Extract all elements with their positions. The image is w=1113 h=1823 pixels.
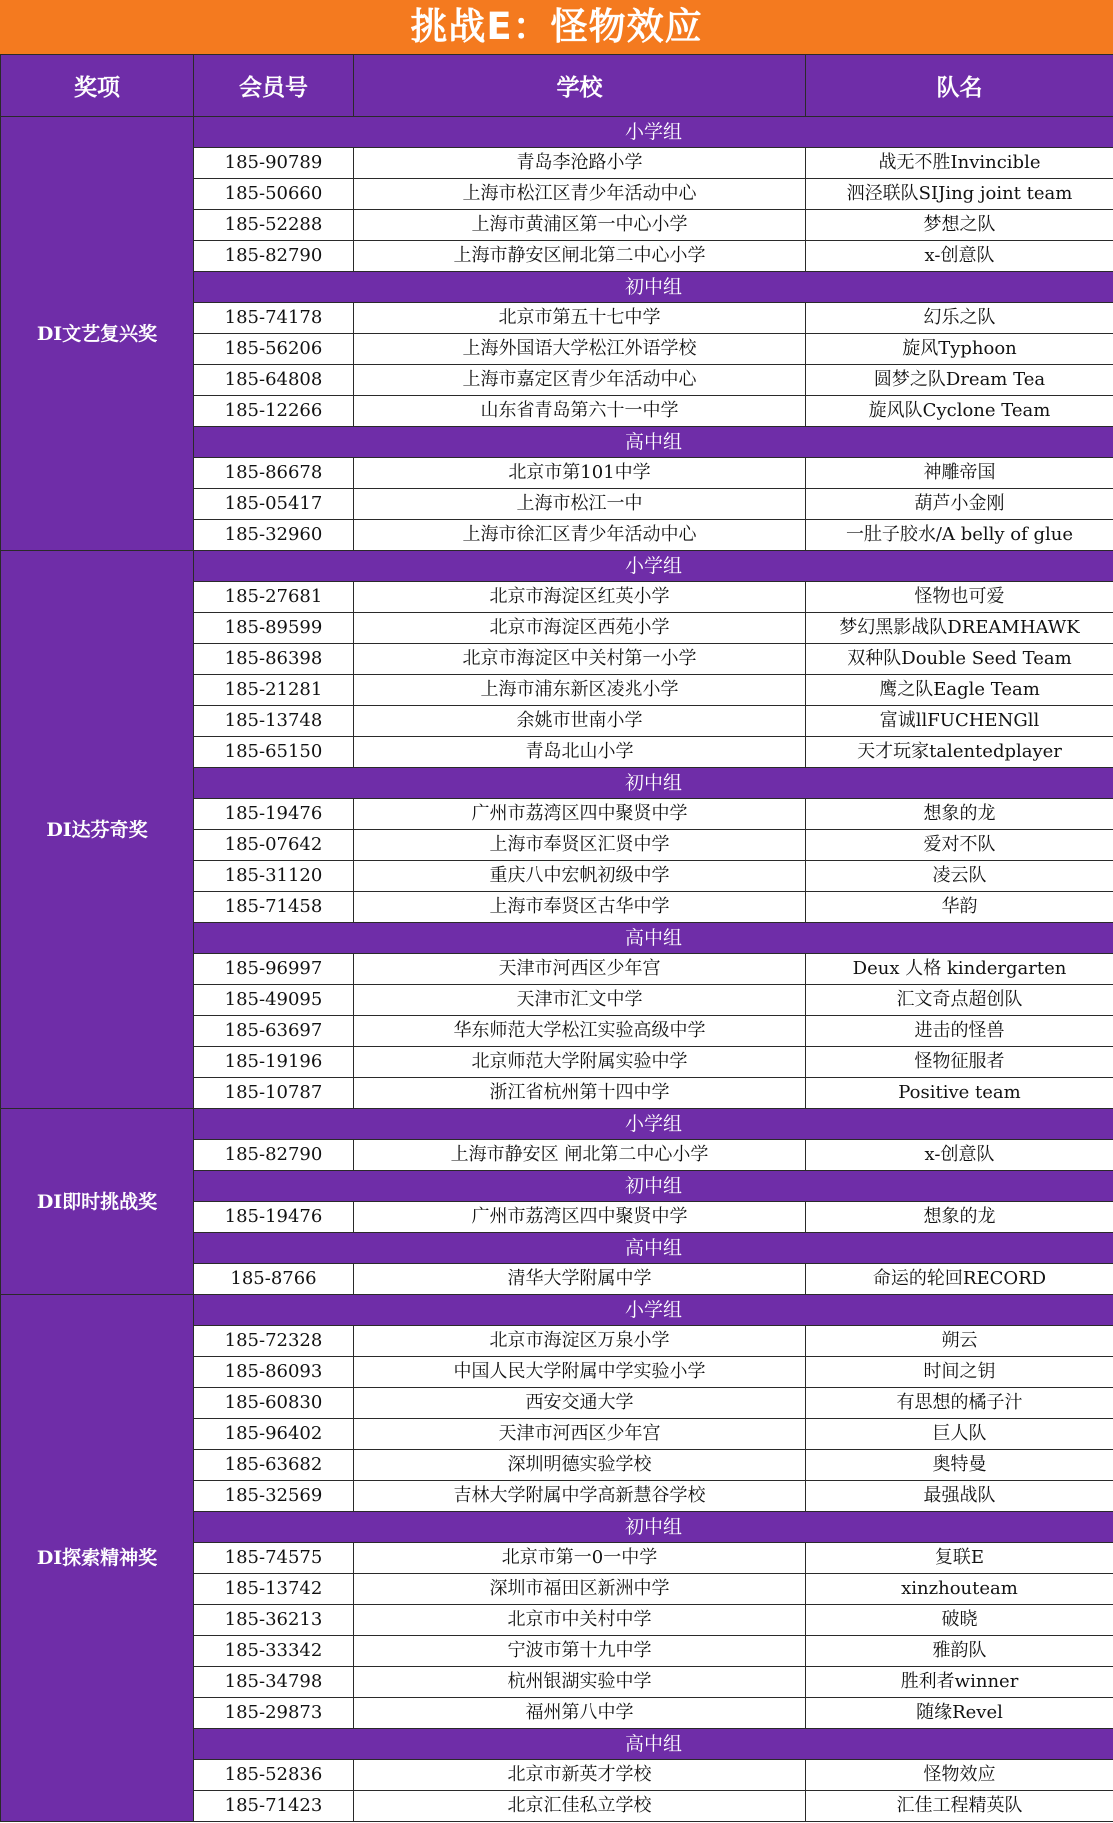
- group-label: 初中组: [194, 272, 1113, 303]
- school-cell: 清华大学附属中学: [354, 1264, 806, 1295]
- team-cell: 旋风队Cyclone Team: [806, 396, 1113, 427]
- group-label: 高中组: [194, 1729, 1113, 1760]
- team-cell: x-创意队: [806, 241, 1113, 272]
- member-id-cell: 185-96402: [194, 1419, 354, 1450]
- member-id-cell: 185-19476: [194, 799, 354, 830]
- team-cell: 随缘Revel: [806, 1698, 1113, 1729]
- team-cell: 进击的怪兽: [806, 1016, 1113, 1047]
- member-id-cell: 185-36213: [194, 1605, 354, 1636]
- school-cell: 宁波市第十九中学: [354, 1636, 806, 1667]
- member-id-cell: 185-19476: [194, 1202, 354, 1233]
- award-name-cell: DI探索精神奖: [1, 1295, 194, 1822]
- group-label: 小学组: [194, 1109, 1113, 1140]
- group-label: 初中组: [194, 1171, 1113, 1202]
- member-id-cell: 185-31120: [194, 861, 354, 892]
- team-cell: Positive team: [806, 1078, 1113, 1109]
- team-cell: 神雕帝国: [806, 458, 1113, 489]
- school-cell: 上海市奉贤区汇贤中学: [354, 830, 806, 861]
- award-name-cell: DI即时挑战奖: [1, 1109, 194, 1295]
- school-cell: 上海市静安区闸北第二中心小学: [354, 241, 806, 272]
- member-id-cell: 185-60830: [194, 1388, 354, 1419]
- member-id-cell: 185-19196: [194, 1047, 354, 1078]
- team-cell: 凌云队: [806, 861, 1113, 892]
- team-cell: 泗泾联队SIJing joint team: [806, 179, 1113, 210]
- team-cell: x-创意队: [806, 1140, 1113, 1171]
- school-cell: 上海市松江一中: [354, 489, 806, 520]
- member-id-cell: 185-13742: [194, 1574, 354, 1605]
- member-id-cell: 185-72328: [194, 1326, 354, 1357]
- team-cell: 爱对不队: [806, 830, 1113, 861]
- school-cell: 天津市河西区少年宫: [354, 954, 806, 985]
- member-id-cell: 185-8766: [194, 1264, 354, 1295]
- school-cell: 上海市嘉定区青少年活动中心: [354, 365, 806, 396]
- school-cell: 北京市第101中学: [354, 458, 806, 489]
- school-cell: 上海市黄浦区第一中心小学: [354, 210, 806, 241]
- header-row: [1, 55, 1113, 117]
- team-cell: 梦想之队: [806, 210, 1113, 241]
- team-cell: 想象的龙: [806, 1202, 1113, 1233]
- member-id-cell: 185-34798: [194, 1667, 354, 1698]
- school-cell: 浙江省杭州第十四中学: [354, 1078, 806, 1109]
- team-cell: 汇佳工程精英队: [806, 1791, 1113, 1822]
- group-row: [1, 117, 1113, 148]
- member-id-cell: 185-13748: [194, 706, 354, 737]
- school-cell: 北京市海淀区红英小学: [354, 582, 806, 613]
- school-cell: 深圳明德实验学校: [354, 1450, 806, 1481]
- member-id-cell: 185-82790: [194, 241, 354, 272]
- member-id-cell: 185-82790: [194, 1140, 354, 1171]
- page-title: 挑战E：怪物效应: [0, 0, 1113, 54]
- member-id-cell: 185-86398: [194, 644, 354, 675]
- school-cell: 杭州银湖实验中学: [354, 1667, 806, 1698]
- school-cell: 重庆八中宏帆初级中学: [354, 861, 806, 892]
- school-cell: 北京市海淀区西苑小学: [354, 613, 806, 644]
- team-cell: 旋风Typhoon: [806, 334, 1113, 365]
- team-cell: 破晓: [806, 1605, 1113, 1636]
- team-cell: 雅韵队: [806, 1636, 1113, 1667]
- member-id-cell: 185-32569: [194, 1481, 354, 1512]
- school-cell: 天津市汇文中学: [354, 985, 806, 1016]
- group-row: [1, 1109, 1113, 1140]
- school-cell: 西安交通大学: [354, 1388, 806, 1419]
- member-id-cell: 185-63697: [194, 1016, 354, 1047]
- member-id-cell: 185-52288: [194, 210, 354, 241]
- school-cell: 北京市新英才学校: [354, 1760, 806, 1791]
- team-cell: 汇文奇点超创队: [806, 985, 1113, 1016]
- team-cell: xinzhouteam: [806, 1574, 1113, 1605]
- member-id-cell: 185-29873: [194, 1698, 354, 1729]
- school-cell: 广州市荔湾区四中聚贤中学: [354, 1202, 806, 1233]
- member-id-cell: 185-96997: [194, 954, 354, 985]
- member-id-cell: 185-74575: [194, 1543, 354, 1574]
- team-cell: 双种队Double Seed Team: [806, 644, 1113, 675]
- member-id-cell: 185-63682: [194, 1450, 354, 1481]
- team-cell: 想象的龙: [806, 799, 1113, 830]
- team-cell: 最强战队: [806, 1481, 1113, 1512]
- team-cell: 天才玩家talentedplayer: [806, 737, 1113, 768]
- header-award: 奖项: [1, 55, 194, 117]
- school-cell: 北京市中关村中学: [354, 1605, 806, 1636]
- member-id-cell: 185-74178: [194, 303, 354, 334]
- award-name-cell: DI文艺复兴奖: [1, 117, 194, 551]
- team-cell: 华韵: [806, 892, 1113, 923]
- member-id-cell: 185-12266: [194, 396, 354, 427]
- team-cell: 富诚llFUCHENGll: [806, 706, 1113, 737]
- member-id-cell: 185-21281: [194, 675, 354, 706]
- team-cell: 奥特曼: [806, 1450, 1113, 1481]
- school-cell: 北京师范大学附属实验中学: [354, 1047, 806, 1078]
- member-id-cell: 185-56206: [194, 334, 354, 365]
- team-cell: 一肚子胶水/A belly of glue: [806, 520, 1113, 551]
- member-id-cell: 185-86093: [194, 1357, 354, 1388]
- group-label: 初中组: [194, 768, 1113, 799]
- awards-table: [0, 54, 1113, 1822]
- group-label: 小学组: [194, 1295, 1113, 1326]
- team-cell: Deux 人格 kindergarten: [806, 954, 1113, 985]
- member-id-cell: 185-86678: [194, 458, 354, 489]
- team-cell: 葫芦小金刚: [806, 489, 1113, 520]
- school-cell: 天津市河西区少年宫: [354, 1419, 806, 1450]
- team-cell: 怪物也可爱: [806, 582, 1113, 613]
- school-cell: 余姚市世南小学: [354, 706, 806, 737]
- team-cell: 复联E: [806, 1543, 1113, 1574]
- group-row: [1, 1295, 1113, 1326]
- member-id-cell: 185-10787: [194, 1078, 354, 1109]
- school-cell: 北京汇佳私立学校: [354, 1791, 806, 1822]
- school-cell: 山东省青岛第六十一中学: [354, 396, 806, 427]
- group-label: 高中组: [194, 1233, 1113, 1264]
- group-label: 小学组: [194, 551, 1113, 582]
- team-cell: 怪物征服者: [806, 1047, 1113, 1078]
- team-cell: 巨人队: [806, 1419, 1113, 1450]
- school-cell: 北京市第一0一中学: [354, 1543, 806, 1574]
- member-id-cell: 185-32960: [194, 520, 354, 551]
- school-cell: 上海市松江区青少年活动中心: [354, 179, 806, 210]
- school-cell: 上海市静安区 闸北第二中心小学: [354, 1140, 806, 1171]
- team-cell: 朔云: [806, 1326, 1113, 1357]
- header-member-id: 会员号: [194, 55, 354, 117]
- team-cell: 战无不胜Invincible: [806, 148, 1113, 179]
- member-id-cell: 185-33342: [194, 1636, 354, 1667]
- member-id-cell: 185-27681: [194, 582, 354, 613]
- member-id-cell: 185-49095: [194, 985, 354, 1016]
- team-cell: 鹰之队Eagle Team: [806, 675, 1113, 706]
- member-id-cell: 185-65150: [194, 737, 354, 768]
- team-cell: 命运的轮回RECORD: [806, 1264, 1113, 1295]
- school-cell: 上海市徐汇区青少年活动中心: [354, 520, 806, 551]
- group-label: 高中组: [194, 923, 1113, 954]
- school-cell: 上海外国语大学松江外语学校: [354, 334, 806, 365]
- team-cell: 幻乐之队: [806, 303, 1113, 334]
- team-cell: 梦幻黑影战队DREAMHAWK: [806, 613, 1113, 644]
- team-cell: 怪物效应: [806, 1760, 1113, 1791]
- member-id-cell: 185-07642: [194, 830, 354, 861]
- member-id-cell: 185-90789: [194, 148, 354, 179]
- school-cell: 福州第八中学: [354, 1698, 806, 1729]
- school-cell: 广州市荔湾区四中聚贤中学: [354, 799, 806, 830]
- award-name-cell: DI达芬奇奖: [1, 551, 194, 1109]
- group-label: 小学组: [194, 117, 1113, 148]
- school-cell: 北京市海淀区万泉小学: [354, 1326, 806, 1357]
- group-label: 高中组: [194, 427, 1113, 458]
- header-school: 学校: [354, 55, 806, 117]
- table-body: [1, 117, 1113, 1822]
- team-cell: 时间之钥: [806, 1357, 1113, 1388]
- school-cell: 青岛李沧路小学: [354, 148, 806, 179]
- school-cell: 深圳市福田区新洲中学: [354, 1574, 806, 1605]
- school-cell: 北京市第五十七中学: [354, 303, 806, 334]
- team-cell: 有思想的橘子汁: [806, 1388, 1113, 1419]
- school-cell: 吉林大学附属中学高新慧谷学校: [354, 1481, 806, 1512]
- school-cell: 中国人民大学附属中学实验小学: [354, 1357, 806, 1388]
- member-id-cell: 185-52836: [194, 1760, 354, 1791]
- member-id-cell: 185-89599: [194, 613, 354, 644]
- team-cell: 胜利者winner: [806, 1667, 1113, 1698]
- school-cell: 青岛北山小学: [354, 737, 806, 768]
- team-cell: 圆梦之队Dream Tea: [806, 365, 1113, 396]
- member-id-cell: 185-50660: [194, 179, 354, 210]
- member-id-cell: 185-64808: [194, 365, 354, 396]
- school-cell: 北京市海淀区中关村第一小学: [354, 644, 806, 675]
- school-cell: 上海市浦东新区凌兆小学: [354, 675, 806, 706]
- school-cell: 华东师范大学松江实验高级中学: [354, 1016, 806, 1047]
- group-row: [1, 551, 1113, 582]
- group-label: 初中组: [194, 1512, 1113, 1543]
- member-id-cell: 185-05417: [194, 489, 354, 520]
- school-cell: 上海市奉贤区古华中学: [354, 892, 806, 923]
- header-team: 队名: [806, 55, 1113, 117]
- member-id-cell: 185-71458: [194, 892, 354, 923]
- member-id-cell: 185-71423: [194, 1791, 354, 1822]
